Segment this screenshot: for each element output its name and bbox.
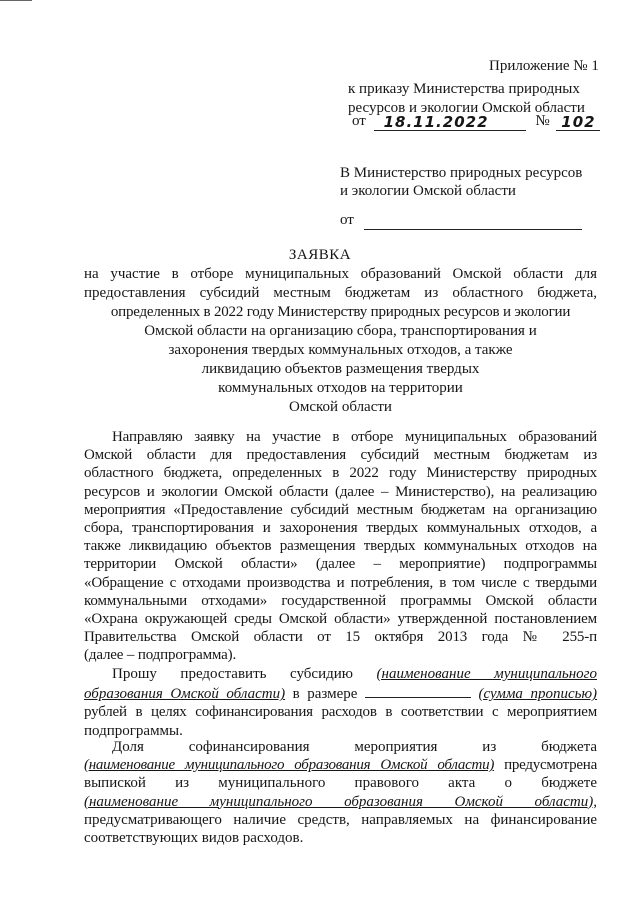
handwritten-date: 18.11.2022 [383,113,489,131]
appendix-label: Приложение № 1 [489,58,599,74]
body-line: коммунальными отходами» государственной программы Омской области [84,592,597,609]
body-line: мероприятия «Предоставление субсидий местным бюджетам на организацию [84,501,597,518]
addressee-line-2: и экологии Омской области [340,183,516,199]
from-blank [364,212,582,230]
addressee-line-1: В Министерство природных ресурсов [340,165,583,181]
body-line [84,683,597,703]
from-line [340,211,582,230]
body-line: ресурсов и экологии Омской области (далее – Министерство), на реализацию [84,483,597,500]
municipality-placeholder: (наименование муниципального образования Омской области), [84,793,597,810]
body-line: Омской области для предоставления субсидий местным бюджетам из [84,447,597,464]
subtitle-line: Омской области на организацию сбора, транспортирования и [144,323,537,339]
subtitle-line: захоронения твердых коммунальных отходов, а также [168,342,513,358]
body-line: (далее – подпрограмма). [84,647,237,664]
body-line: «Обращение с отходами производства и потребления, в том числе с твердыми [84,574,597,591]
subtitle-line: Омской области [289,399,392,415]
paragraph-2 [84,665,597,740]
paragraph-3 [84,738,597,847]
body-line: Правительства Омской области от 15 октября 2013 года № 255-п [84,629,597,646]
document-subtitle [84,265,597,417]
amount-text: в размере [292,686,358,703]
order-line-2: ресурсов и экологии Омской области [348,100,585,116]
amount-in-words-placeholder: (сумма прописью) [478,686,598,703]
body-line: Доля софинансирования мероприятия из бюджета [112,739,597,755]
handwritten-number: 102 [561,113,596,131]
order-date-line [352,112,600,131]
body-line: территории Омской области» (далее – мероприятие) подпрограммы [84,556,597,573]
date-field [374,113,526,131]
amount-blank [365,683,471,698]
body-line: соответствующих видов расходов. [84,830,304,847]
body-line [84,756,597,774]
number-field [556,113,600,131]
order-line-1: к приказу Министерства природных [348,81,580,97]
body-line: подпрограммы. [84,722,183,739]
body-line: также ликвидацию объектов размещения твердых коммунальных отходов на [84,538,597,555]
provided-text: предусмотрена [504,757,597,774]
body-line: рублей в целях софинансирования расходов в соответствии с мероприятием [84,704,597,721]
from-prefix: от [340,212,354,228]
paragraph-1 [84,428,597,665]
municipality-placeholder: (наименование муниципального [376,666,598,682]
municipality-placeholder: (наименование муниципального образования Омской области) [84,757,495,774]
body-line: областного бюджета, определенных в 2022 году Министерству природных [84,465,597,482]
document-title: ЗАЯВКА [288,247,352,263]
body-line: «Охрана окружающей среды Омской области» утвержденной постановлением [84,611,597,628]
subtitle-line: определенных в 2022 году Министерству природных ресурсов и экологии [110,304,571,320]
scan-edge-mark [0,0,32,7]
subtitle-line: ликвидацию объектов размещения твердых [201,361,480,377]
body-line: предусматривающего наличие средств, направляемых на финансирование [84,811,597,828]
number-prefix: № [535,113,550,129]
request-text: Прошу предоставить субсидию [112,666,353,682]
body-line: Направляю заявку на участие в отборе муниципальных образований [112,429,597,445]
body-line: выпиской из муниципального правового акта о бюджете [84,775,597,792]
municipality-placeholder: образования Омской области) [84,686,286,703]
date-prefix: от [352,113,366,129]
subtitle-line: предоставления субсидий местным бюджетам из областного бюджета, [84,285,597,301]
subtitle-line: на участие в отборе муниципальных образований Омской области для [84,266,597,282]
subtitle-line: коммунальных отходов на территории [218,380,463,396]
body-line [84,665,597,683]
body-line: сбора, транспортирования и захоронения твердых коммунальных отходов, а [84,520,597,537]
